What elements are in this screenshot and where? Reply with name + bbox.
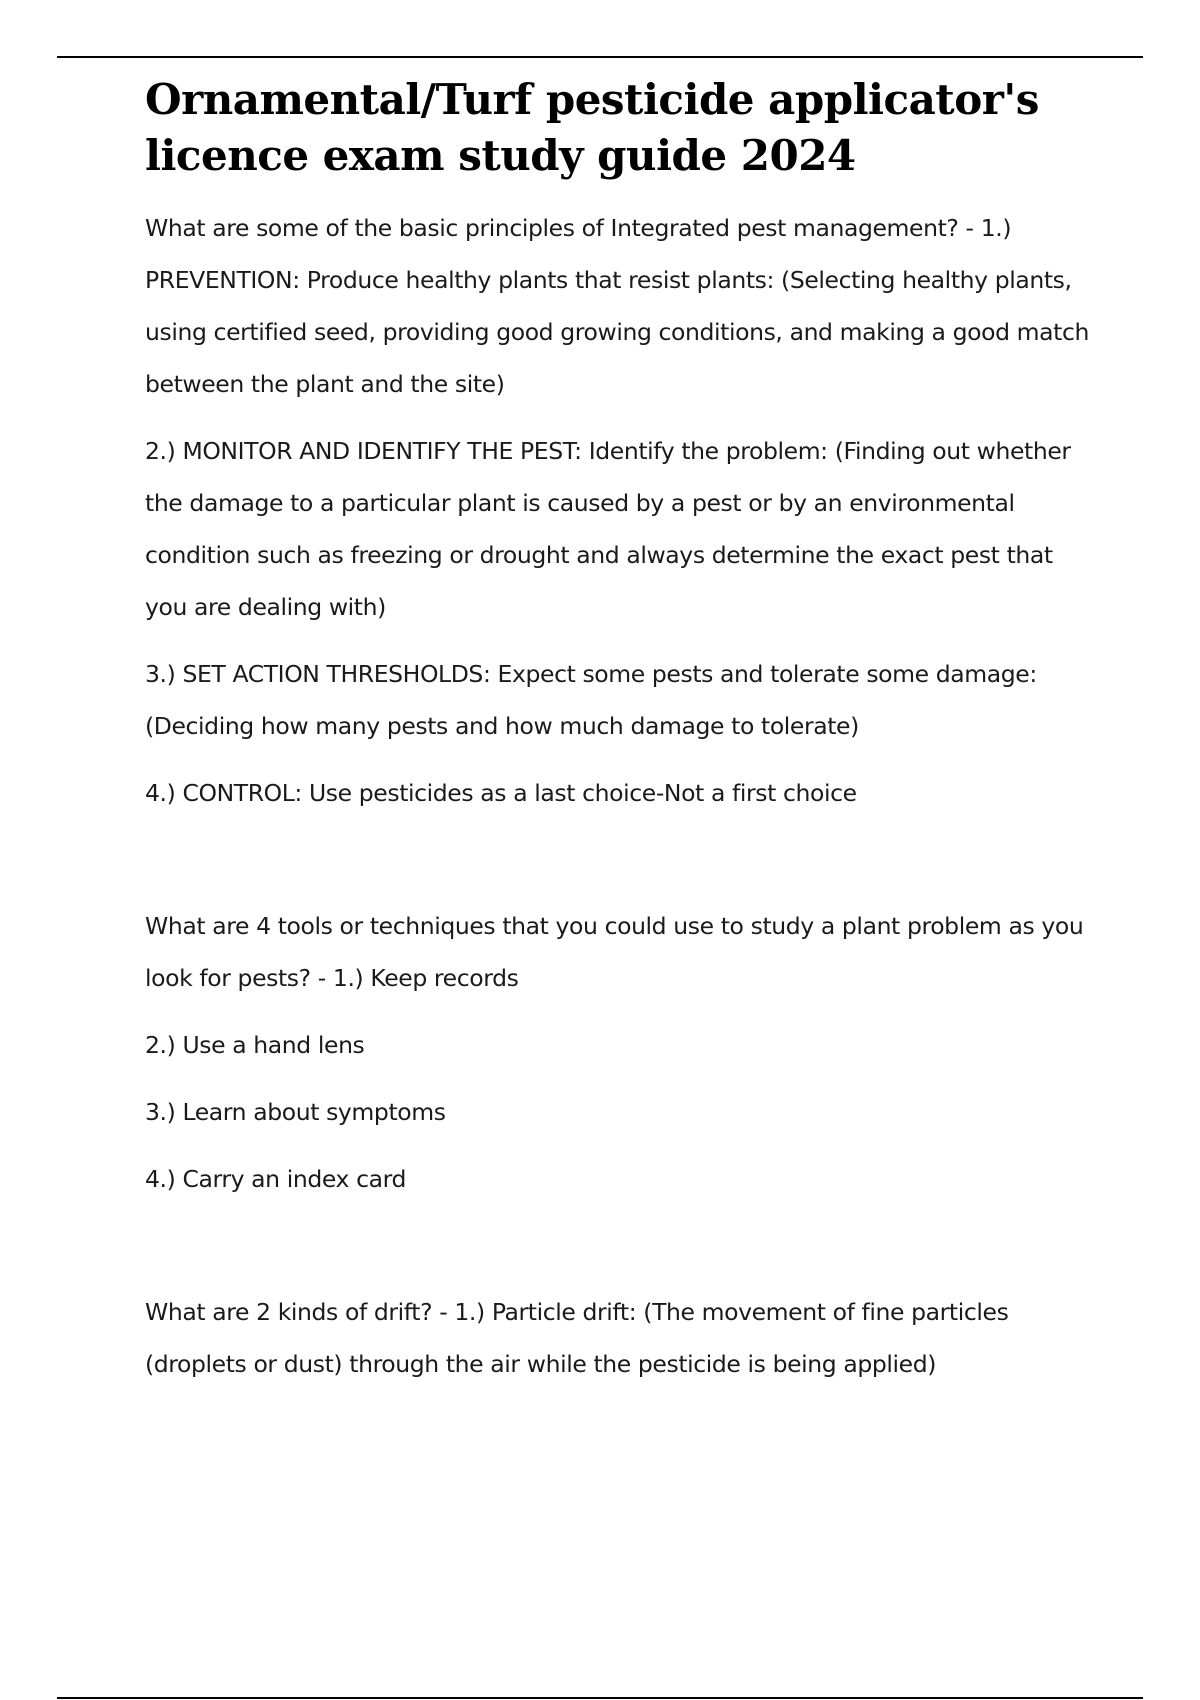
qa-paragraph: 2.) Use a hand lens bbox=[145, 1031, 365, 1059]
document-body bbox=[145, 72, 1095, 1405]
qa-paragraph: 4.) CONTROL: Use pesticides as a last choice-Not a first choice bbox=[145, 779, 857, 807]
qa-section-tools bbox=[145, 900, 1095, 1205]
qa-paragraph: 3.) SET ACTION THRESHOLDS: Expect some pests and tolerate some damage: (Deciding how many pests and how much damage to tolerate) bbox=[145, 660, 1037, 740]
top-rule bbox=[57, 56, 1143, 58]
qa-paragraph: What are some of the basic principles of Integrated pest management? - 1.) PREVENTION: Produce healthy plants that resist plants: (Selecting healthy plants, using certified seed, providing good growing conditions, and making a good match between the plant and the site) bbox=[145, 214, 1090, 398]
qa-paragraph: 2.) MONITOR AND IDENTIFY THE PEST: Identify the problem: (Finding out whether the damage to a particular plant is caused by a pest or by an environmental condition such as freezing or drought and always determine the exact pest that you are dealing with) bbox=[145, 437, 1071, 621]
qa-paragraph: 4.) Carry an index card bbox=[145, 1165, 406, 1193]
bottom-rule bbox=[57, 1697, 1143, 1699]
qa-paragraph: What are 4 tools or techniques that you could use to study a plant problem as you look for pests? - 1.) Keep records bbox=[145, 912, 1084, 992]
qa-section-ipm bbox=[145, 202, 1095, 819]
section-spacer bbox=[145, 834, 1095, 900]
document-title: Ornamental/Turf pesticide applicator's licence exam study guide 2024 bbox=[145, 75, 1039, 180]
qa-section-drift bbox=[145, 1286, 1095, 1390]
qa-paragraph: What are 2 kinds of drift? - 1.) Particle drift: (The movement of fine particles (droplets or dust) through the air while the pesticide is being applied) bbox=[145, 1298, 1009, 1378]
qa-paragraph: 3.) Learn about symptoms bbox=[145, 1098, 446, 1126]
section-spacer bbox=[145, 1220, 1095, 1286]
